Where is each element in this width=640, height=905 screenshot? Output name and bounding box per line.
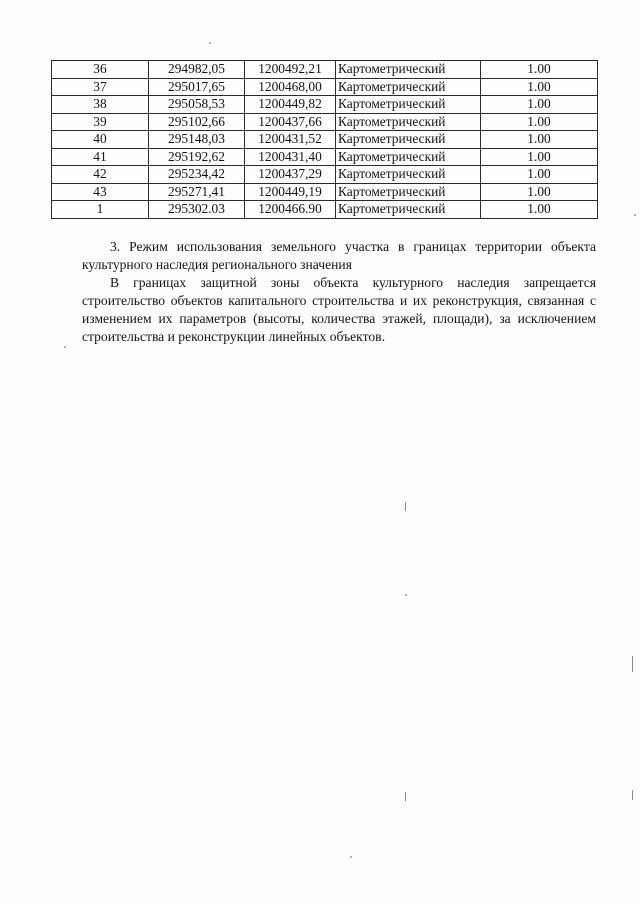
table-row — [52, 131, 598, 149]
point-number-cell: 40 — [52, 131, 149, 149]
accuracy-cell: 1.00 — [481, 78, 598, 96]
x-coordinate-cell: 294982,05 — [149, 61, 245, 79]
table-row — [52, 113, 598, 131]
y-coordinate-cell: 1200492,21 — [245, 61, 336, 79]
method-cell: Картометрический — [336, 166, 481, 184]
section-3-text — [82, 238, 596, 346]
point-number-cell: 42 — [52, 166, 149, 184]
method-cell: Картометрический — [336, 131, 481, 149]
scan-speck — [405, 594, 407, 596]
accuracy-cell: 1.00 — [481, 148, 598, 166]
x-coordinate-cell: 295148,03 — [149, 131, 245, 149]
table-row — [52, 148, 598, 166]
x-coordinate-cell: 295234,42 — [149, 166, 245, 184]
y-coordinate-cell: 1200437,29 — [245, 166, 336, 184]
scan-streak — [405, 792, 406, 801]
method-cell: Картометрический — [336, 201, 481, 219]
scan-speck — [64, 346, 66, 348]
section-3-body: В границах защитной зоны объекта культурного наследия запрещается строительство объектов капитального строительства и их реконструкция, связанная с изменением их параметров (высоты, количества этажей, площади), за исключением строительства и реконструкции линейных объектов. — [82, 275, 596, 344]
coordinates-table — [51, 60, 598, 219]
x-coordinate-cell: 295058,53 — [149, 96, 245, 114]
accuracy-cell: 1.00 — [481, 61, 598, 79]
method-cell: Картометрический — [336, 113, 481, 131]
y-coordinate-cell: 1200449,82 — [245, 96, 336, 114]
x-coordinate-cell: 295102,66 — [149, 113, 245, 131]
table-row — [52, 201, 598, 219]
table-row — [52, 166, 598, 184]
x-coordinate-cell: 295271,41 — [149, 183, 245, 201]
accuracy-cell: 1.00 — [481, 113, 598, 131]
table-row — [52, 61, 598, 79]
point-number-cell: 36 — [52, 61, 149, 79]
method-cell: Картометрический — [336, 61, 481, 79]
accuracy-cell: 1.00 — [481, 201, 598, 219]
coordinates-table-body — [52, 61, 598, 219]
table-row — [52, 183, 598, 201]
y-coordinate-cell: 1200449,19 — [245, 183, 336, 201]
accuracy-cell: 1.00 — [481, 96, 598, 114]
table-row — [52, 96, 598, 114]
point-number-cell: 37 — [52, 78, 149, 96]
scan-streak — [632, 656, 633, 672]
scan-speck — [634, 214, 636, 216]
accuracy-cell: 1.00 — [481, 183, 598, 201]
section-3-heading: 3. Режим использования земельного участка в границах территории объекта культурного наследия регионального значения — [82, 239, 596, 272]
scan-streak — [405, 502, 406, 511]
y-coordinate-cell: 1200468,00 — [245, 78, 336, 96]
point-number-cell: 38 — [52, 96, 149, 114]
accuracy-cell: 1.00 — [481, 166, 598, 184]
y-coordinate-cell: 1200431,52 — [245, 131, 336, 149]
x-coordinate-cell: 295302.03 — [149, 201, 245, 219]
scan-speck — [209, 42, 211, 44]
point-number-cell: 1 — [52, 201, 149, 219]
scan-speck — [350, 856, 352, 858]
x-coordinate-cell: 295192,62 — [149, 148, 245, 166]
y-coordinate-cell: 1200466.90 — [245, 201, 336, 219]
method-cell: Картометрический — [336, 78, 481, 96]
accuracy-cell: 1.00 — [481, 131, 598, 149]
method-cell: Картометрический — [336, 148, 481, 166]
table-row — [52, 78, 598, 96]
scan-streak — [632, 790, 633, 800]
point-number-cell: 39 — [52, 113, 149, 131]
point-number-cell: 41 — [52, 148, 149, 166]
y-coordinate-cell: 1200437,66 — [245, 113, 336, 131]
y-coordinate-cell: 1200431,40 — [245, 148, 336, 166]
point-number-cell: 43 — [52, 183, 149, 201]
method-cell: Картометрический — [336, 96, 481, 114]
x-coordinate-cell: 295017,65 — [149, 78, 245, 96]
method-cell: Картометрический — [336, 183, 481, 201]
